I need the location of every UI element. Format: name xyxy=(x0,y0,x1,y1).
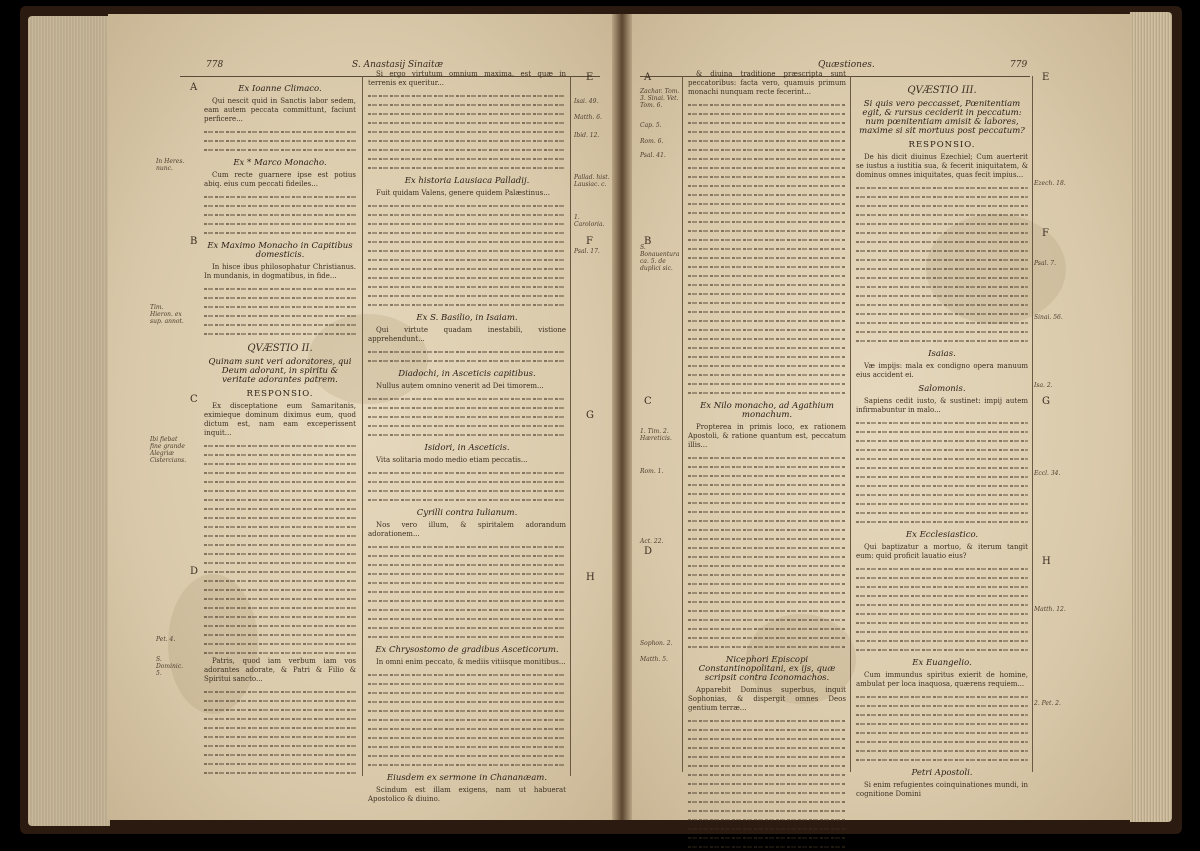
outer-note: Eccl. 34. xyxy=(1034,470,1061,477)
paragraph: Ex disceptatione eum Samaritanis, eximieque dominum diximus eum, quod dictum est, nam eam exceperissent inquit... xyxy=(204,402,356,437)
margin-letter-d: D xyxy=(190,566,199,577)
margin-letter-h: H xyxy=(586,572,595,583)
paragraph: & diuina traditione præscripta sunt peccatoribus: facta vero, quamuis primum monachi nunquam recte fecerint... xyxy=(688,70,846,96)
right-column-2 xyxy=(856,80,1028,798)
margin-note: Matth. 5. xyxy=(640,656,668,663)
section-title: Ex Maximo Monacho in Capitibus domesticis. xyxy=(207,241,353,260)
outer-note: 2. Pet. 2. xyxy=(1034,700,1061,707)
inner-note: 1. Caroloria. xyxy=(574,214,605,228)
inner-note: Matth. 6. xyxy=(574,114,602,121)
margin-letter-f: F xyxy=(1042,228,1049,239)
section-title: Cyrilli contra Iulianum. xyxy=(416,508,518,518)
inner-note: Ibid. 12. xyxy=(574,132,600,139)
paragraph: Fuit quidam Valens, genere quidem Palæstinus... xyxy=(376,189,550,197)
paragraph: Qui baptizatur a mortuo, & iterum tangit eum: quid proficit lauatio eius? xyxy=(856,543,1028,560)
right-outer-margin-rule xyxy=(1032,76,1033,772)
margin-note: Cap. 5. xyxy=(640,122,662,129)
outer-note: Psal. 7. xyxy=(1034,260,1056,267)
left-column-1 xyxy=(204,80,356,770)
section-title: Isaias. xyxy=(928,349,956,359)
margin-note: Zachar. Tom. 3. Sinai. Vet. Tom. 6. xyxy=(640,88,680,109)
margin-letter-b: B xyxy=(644,236,652,247)
margin-note: Rom. 6. xyxy=(640,138,664,145)
margin-note: Rom. 1. xyxy=(640,468,664,475)
paragraph: Væ impijs: mala ex condigno opera manuum eius accident ei. xyxy=(856,362,1028,379)
question-subtitle: Quinam sunt veri adoratores, qui Deum adorant, in spiritu & veritate adorantes patrem. xyxy=(208,357,352,385)
right-running-head: Quæstiones. xyxy=(818,60,875,70)
inner-note: Isai. 49. xyxy=(574,98,599,105)
paragraph: Qui nescit quid in Sanctis labor sedem, eam autem peccata committunt, faciunt perficere... xyxy=(204,97,356,123)
right-column-1 xyxy=(688,70,846,770)
margin-note: 1. Tim. 2. Hæreticis. xyxy=(640,428,672,442)
section-title: Eiusdem ex sermone in Chananæam. xyxy=(386,773,548,783)
section-title: Nicephori Episcopi Constantinopolitani, ex ijs, quæ scripsit contra Iconomachos. xyxy=(698,655,836,683)
left-inner-margin-rule xyxy=(570,76,571,776)
question-subtitle: Si quis vero peccasset, Pœnitentiam egit, & rursus ceciderit in peccatum: num pœnitentiam amisit & labores, maxime si sit mortuus post peccatum? xyxy=(859,99,1025,136)
page-edges-right xyxy=(1130,12,1172,822)
inner-note: Psal. 17. xyxy=(574,248,600,255)
left-page-number: 778 xyxy=(206,60,224,70)
margin-letter-e: E xyxy=(1042,72,1050,83)
margin-letter-b: B xyxy=(190,236,198,247)
paragraph: Nullus autem omnino venerit ad Dei timorem... xyxy=(376,382,544,390)
margin-letter-f: F xyxy=(586,236,593,247)
left-column-rule xyxy=(362,76,363,776)
margin-note: Ibi fiebat fine grande Alegriæ Cistercians. xyxy=(150,436,187,464)
section-title: Salomonis. xyxy=(918,384,966,394)
right-column-rule xyxy=(850,76,851,772)
margin-letter-c: C xyxy=(190,394,198,405)
question-title: QVÆSTIO II. xyxy=(247,343,313,354)
section-title: Ex Ioanne Climaco. xyxy=(238,84,322,94)
paragraph: Propterea in primis loco, ex rationem Apostoli, & ratione quantum est, peccatum illis... xyxy=(688,423,846,449)
right-inner-margin-rule xyxy=(682,76,683,772)
section-title: Ex * Marco Monacho. xyxy=(233,158,327,168)
right-page-number: 779 xyxy=(1010,60,1028,70)
left-column-2 xyxy=(368,70,566,803)
section-title: Diadochi, in Asceticis capitibus. xyxy=(398,369,536,379)
margin-note: Psal. 41. xyxy=(640,152,666,159)
margin-note: S. Dominic. 5. xyxy=(156,656,184,677)
paragraph: Vita solitaria modo medio etiam peccatis... xyxy=(376,456,528,464)
outer-note: Ezech. 18. xyxy=(1034,180,1066,187)
section-title: Ex Nilo monacho, ad Agathium monachum. xyxy=(700,401,834,420)
response-label: RESPONSIO. xyxy=(246,389,314,399)
margin-letter-c: C xyxy=(644,396,652,407)
paragraph: Cum immundus spiritus exierit de homine, ambulat per loca inaquosa, quærens requiem... xyxy=(856,671,1028,688)
outer-note: Isa. 2. xyxy=(1034,382,1053,389)
paragraph: Si ergo virtutum omnium maxima, est quæ in terrenis ex queritur... xyxy=(368,70,566,87)
paragraph: Qui virtute quadam inestabili, vistione apprehendunt... xyxy=(368,326,566,343)
section-title: Isidori, in Asceticis. xyxy=(424,443,510,453)
margin-note: Act. 22. xyxy=(640,538,664,545)
outer-note: Matth. 12. xyxy=(1034,606,1066,613)
section-title: Ex S. Basilio, in Isaiam. xyxy=(416,313,518,323)
paragraph: Nos vero illum, & spiritalem adorandum adorationem... xyxy=(368,521,566,538)
paragraph: De his dicit diuinus Ezechiel; Cum auerterit se iustus a iustitia sua, & fecerit iniquitatem, & dominus omnes iniquitates, quas fecit impius... xyxy=(856,153,1028,179)
section-title: Ex historia Lausiaca Palladij. xyxy=(404,176,530,186)
outer-note: Sinai. 56. xyxy=(1034,314,1063,321)
section-title: Ex Chrysostomo de gradibus Asceticorum. xyxy=(375,645,559,655)
paragraph: Patris, quod iam verbum iam vos adorantes adorate, & Patri & Filio & Spiritui sancto... xyxy=(204,657,356,683)
margin-note: Pet. 4. xyxy=(156,636,176,643)
page-edges-left xyxy=(28,16,110,826)
margin-note: Sophon. 2. xyxy=(640,640,673,647)
paragraph: Si enim refugientes coinquinationes mundi, in cognitione Domini xyxy=(856,781,1028,798)
left-running-head: S. Anastasij Sinaitæ xyxy=(352,60,444,70)
margin-letter-a: A xyxy=(190,82,198,93)
paragraph: Scindum est illam exigens, nam ut habuerat Apostolico & diuino. xyxy=(368,786,566,803)
book-gutter xyxy=(612,14,632,820)
margin-letter-g: G xyxy=(1042,396,1050,407)
margin-note: S. Bonauentura ca. 5. de duplici sic. xyxy=(640,244,680,272)
margin-letter-a: A xyxy=(644,72,652,83)
section-title: Ex Ecclesiastico. xyxy=(905,530,979,540)
margin-note: Tim. Hieron. ex sup. annot. xyxy=(150,304,184,325)
question-title: QVÆSTIO III. xyxy=(907,85,977,96)
margin-letter-d: D xyxy=(644,546,653,557)
response-label: RESPONSIO. xyxy=(908,140,976,150)
paragraph: In hisce ibus philosophatur Christianus. In mundanis, in dogmatibus, in fide... xyxy=(204,263,356,280)
margin-letter-g: G xyxy=(586,410,594,421)
paragraph: In omni enim peccato, & mediis vitiisque monitibus... xyxy=(376,658,566,666)
section-title: Petri Apostoli. xyxy=(911,768,973,778)
paragraph: Cum recte guarnere ipse est potius abiq. eius cum peccati fideiles... xyxy=(204,171,356,188)
margin-letter-e: E xyxy=(586,72,594,83)
paragraph: Apparebit Dominus superbus, inquit Sophonias, & dispergit omnes Deos gentium terræ... xyxy=(688,686,846,712)
margin-note: In Heres. nunc. xyxy=(156,158,185,172)
paragraph: Sapiens cedit iusto, & sustinet: impij autem infirmabuntur in malo... xyxy=(856,397,1028,414)
margin-letter-h: H xyxy=(1042,556,1051,567)
section-title: Ex Euangelio. xyxy=(912,658,972,668)
inner-note: Pallad. hist. Lausiac. c. xyxy=(574,174,610,188)
